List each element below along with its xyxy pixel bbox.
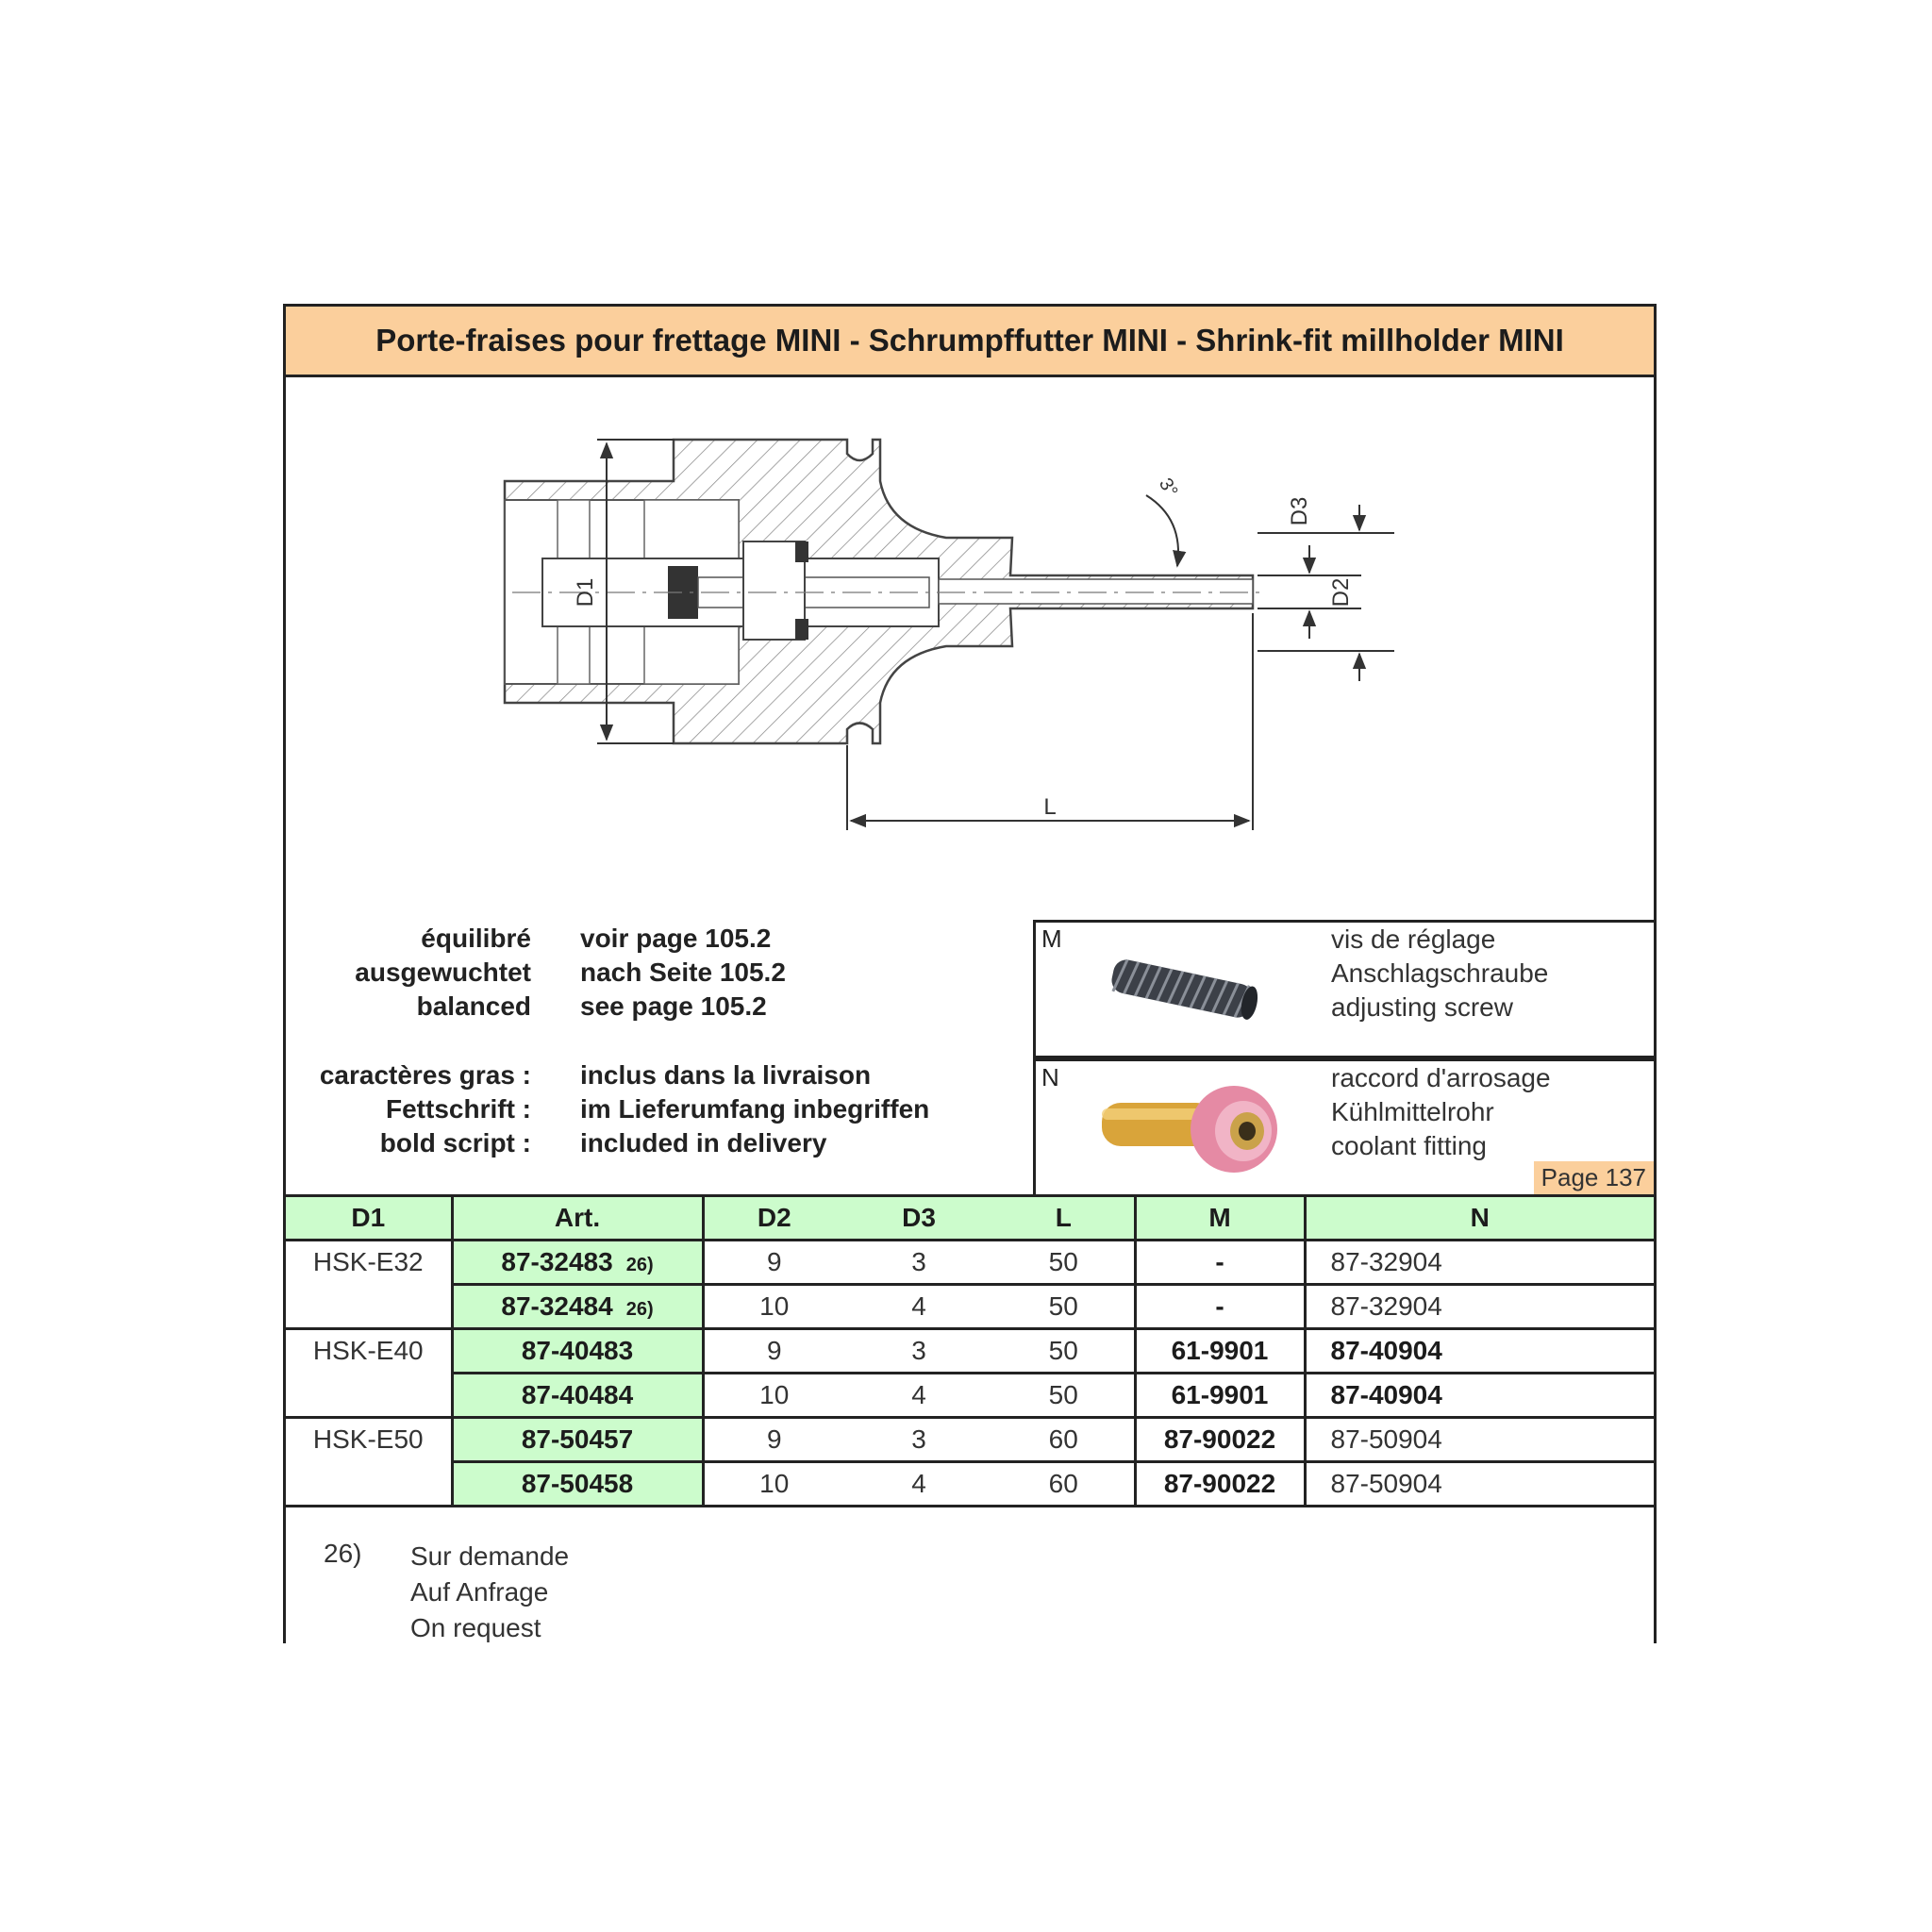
l-cell: 50	[993, 1241, 1135, 1285]
d3-cell: 4	[844, 1374, 993, 1418]
spec-table	[286, 1194, 1654, 1507]
col-header-d3: D3	[844, 1196, 993, 1241]
page-title: Porte-fraises pour frettage MINI - Schrumpffutter MINI - Shrink-fit millholder MINI	[375, 323, 1564, 358]
col-header-m: M	[1135, 1196, 1305, 1241]
art-cell: 87-40483	[452, 1329, 703, 1374]
table-row	[286, 1374, 1654, 1418]
col-header-art: Art.	[452, 1196, 703, 1241]
balanced-labels: équilibré ausgewuchtet balanced	[355, 924, 531, 1021]
art-cell: 87-40484	[452, 1374, 703, 1418]
m-cell: 61-9901	[1135, 1329, 1305, 1374]
n-cell: 87-40904	[1305, 1329, 1654, 1374]
accessory-m-text: vis de réglage Anschlagschraube adjusting screw	[1331, 924, 1549, 1022]
art-cell: 87-32483 26)	[452, 1241, 703, 1285]
d3-cell: 3	[844, 1241, 993, 1285]
l-cell: 60	[993, 1418, 1135, 1462]
m-cell: 87-90022	[1135, 1418, 1305, 1462]
n-cell: 87-40904	[1305, 1374, 1654, 1418]
m-cell: 61-9901	[1135, 1374, 1305, 1418]
page-reference-badge: Page 137	[1534, 1161, 1654, 1194]
col-header-l: L	[993, 1196, 1135, 1241]
table-row	[286, 1418, 1654, 1462]
coolant-fitting-icon	[1092, 1074, 1281, 1178]
n-cell: 87-50904	[1305, 1462, 1654, 1507]
n-cell: 87-50904	[1305, 1418, 1654, 1462]
l-cell: 50	[993, 1374, 1135, 1418]
m-cell: -	[1135, 1285, 1305, 1329]
footnote-number: 26)	[324, 1539, 362, 1568]
d1-cell: HSK-E40	[286, 1329, 452, 1418]
accessory-n-letter: N	[1041, 1063, 1059, 1091]
adjusting-screw-icon	[1102, 951, 1262, 1026]
col-header-d1: D1	[286, 1196, 452, 1241]
accessory-m	[1033, 920, 1654, 1058]
d3-cell: 4	[844, 1462, 993, 1507]
label-angle: 3°	[1154, 475, 1182, 501]
l-cell: 50	[993, 1285, 1135, 1329]
d3-cell: 4	[844, 1285, 993, 1329]
n-cell: 87-32904	[1305, 1285, 1654, 1329]
footnote-text: Sur demande Auf Anfrage On request	[410, 1541, 570, 1642]
footnote-ref: 26)	[625, 1299, 654, 1320]
table-row	[286, 1462, 1654, 1507]
catalog-sheet	[283, 304, 1657, 1643]
m-cell: -	[1135, 1241, 1305, 1285]
art-cell: 87-50457	[452, 1418, 703, 1462]
l-cell: 50	[993, 1329, 1135, 1374]
table-row	[286, 1329, 1654, 1374]
l-cell: 60	[993, 1462, 1135, 1507]
technical-drawing	[286, 377, 1654, 849]
label-d2: D2	[1328, 577, 1354, 608]
d2-cell: 9	[703, 1418, 844, 1462]
accessory-n-text: raccord d'arrosage Kühlmittelrohr coolant fitting	[1331, 1063, 1551, 1160]
d3-cell: 3	[844, 1418, 993, 1462]
label-d1: D1	[573, 577, 598, 608]
table-row	[286, 1285, 1654, 1329]
art-cell: 87-32484 26)	[452, 1285, 703, 1329]
d2-cell: 9	[703, 1329, 844, 1374]
d3-cell: 3	[844, 1329, 993, 1374]
col-header-d2: D2	[703, 1196, 844, 1241]
holder-body	[505, 440, 1267, 743]
title-bar	[286, 307, 1654, 377]
d2-cell: 10	[703, 1285, 844, 1329]
d1-cell: HSK-E32	[286, 1241, 452, 1329]
d2-cell: 10	[703, 1374, 844, 1418]
bold-script-values: inclus dans la livraison im Lieferumfang inbegriffen included in delivery	[580, 1060, 930, 1158]
d2-cell: 10	[703, 1462, 844, 1507]
table-header-row	[286, 1196, 1654, 1241]
art-cell: 87-50458	[452, 1462, 703, 1507]
label-l: L	[1043, 794, 1057, 820]
table-row	[286, 1241, 1654, 1285]
m-cell: 87-90022	[1135, 1462, 1305, 1507]
accessory-m-letter: M	[1041, 924, 1062, 953]
label-d3: D3	[1287, 496, 1312, 526]
balanced-values: voir page 105.2 nach Seite 105.2 see page 105.2	[580, 924, 786, 1021]
d2-cell: 9	[703, 1241, 844, 1285]
accessory-n	[1033, 1058, 1654, 1197]
col-header-n: N	[1305, 1196, 1654, 1241]
n-cell: 87-32904	[1305, 1241, 1654, 1285]
d1-cell: HSK-E50	[286, 1418, 452, 1507]
bold-script-labels: caractères gras : Fettschrift : bold script :	[319, 1060, 531, 1158]
footnote-ref: 26)	[625, 1255, 654, 1275]
